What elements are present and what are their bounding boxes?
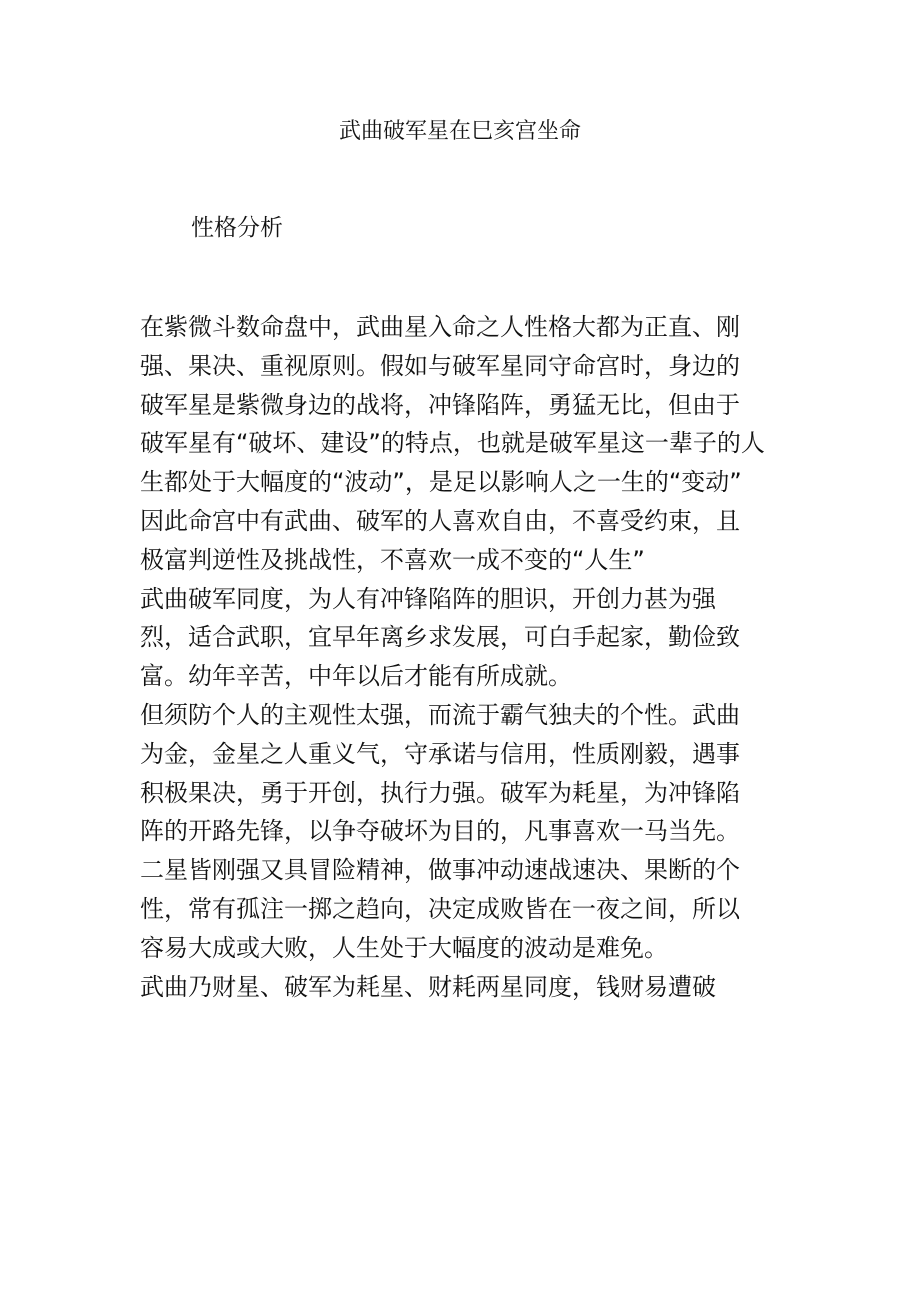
- document-title: 武曲破军星在巳亥宫坐命: [338, 119, 581, 144]
- text-line: 性，常有孤注一掷之趋向，决定成败皆在一夜之间，所以: [140, 894, 740, 923]
- text-line: 富。幼年辛苦，中年以后才能有所成就。: [140, 662, 572, 691]
- text-line: 容易大成或大败，人生处于大幅度的波动是难免。: [140, 933, 668, 962]
- text-line: 武曲乃财星、破军为耗星、财耗两星同度，钱财易遭破: [140, 972, 716, 1001]
- text-line: 极富判逆性及挑战性，不喜欢一成不变的“人生”: [140, 545, 645, 574]
- text-line: 因此命宫中有武曲、破军的人喜欢自由，不喜受约束，且: [140, 506, 740, 535]
- text-line: 破军星有“破坏、建设”的特点，也就是破军星这一辈子的人: [140, 429, 765, 458]
- body-text: [140, 308, 800, 1006]
- text-line: 阵的开路先锋，以争夺破坏为目的，凡事喜欢一马当先。: [140, 817, 740, 846]
- text-line: 强、果决、重视原则。假如与破军星同守命宫时，身边的: [140, 351, 740, 380]
- text-line: 生都处于大幅度的“波动”，是足以影响人之一生的“变动”: [140, 468, 742, 497]
- text-line: 在紫微斗数命盘中，武曲星入命之人性格大都为正直、刚: [140, 313, 740, 341]
- text-line: 为金，金星之人重义气，守承诺与信用，性质刚毅，遇事: [140, 739, 740, 768]
- text-line: 烈，适合武职，宜早年离乡求发展，可白手起家，勤俭致: [140, 623, 740, 652]
- text-line: 破军星是紫微身边的战将，冲锋陷阵，勇猛无比，但由于: [140, 390, 740, 419]
- text-line: 武曲破军同度，为人有冲锋陷阵的胆识，开创力甚为强: [140, 584, 716, 613]
- text-line: 二星皆刚强又具冒险精神，做事冲动速战速决、果断的个: [140, 856, 740, 885]
- text-line: 积极果决，勇于开创，执行力强。破军为耗星，为冲锋陷: [140, 778, 740, 807]
- section-heading: 性格分析: [191, 215, 283, 241]
- text-line: 但须防个人的主观性太强，而流于霸气独夫的个性。武曲: [140, 700, 740, 729]
